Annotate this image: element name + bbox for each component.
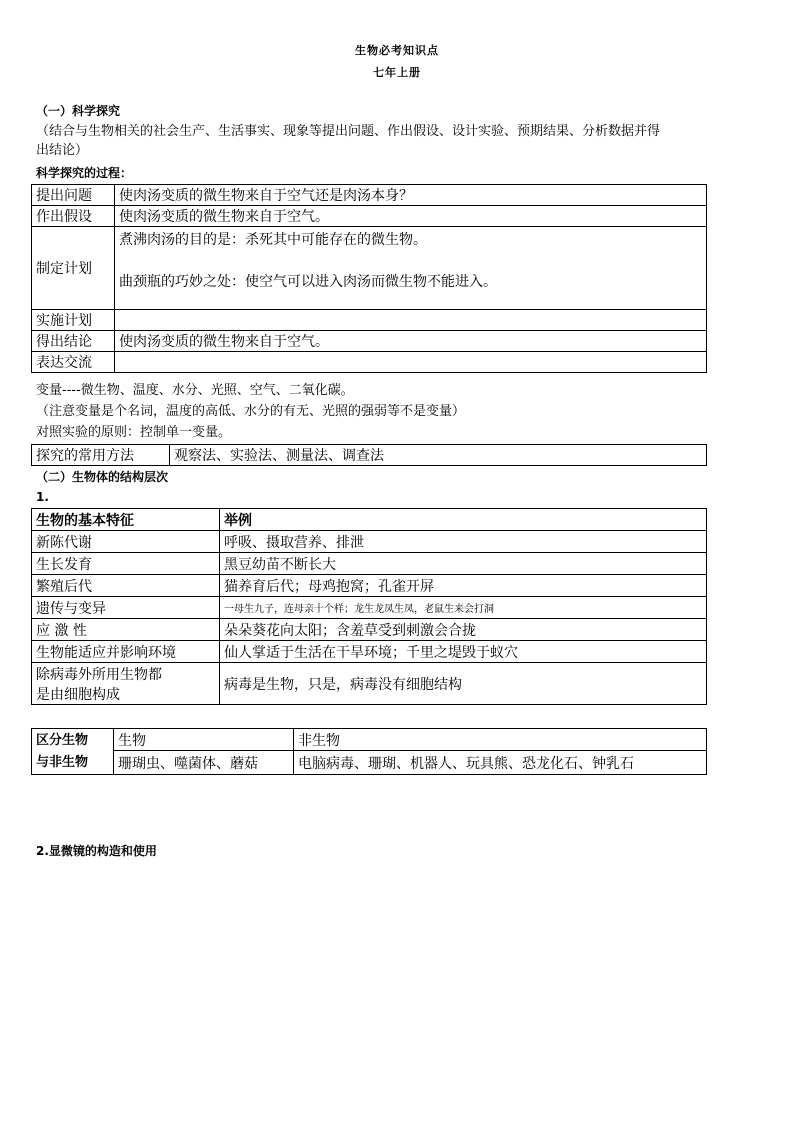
table-row bbox=[32, 641, 707, 663]
doc-subtitle: 七年上册 bbox=[373, 66, 421, 79]
table-row bbox=[32, 751, 707, 775]
content-cell bbox=[115, 310, 707, 331]
features-table bbox=[31, 508, 707, 705]
variables-note: （注意变量是个名词，温度的高低、水分的有无、光照的强弱等不是变量） bbox=[36, 404, 466, 419]
section2-number: 1. bbox=[36, 490, 49, 504]
process-label: 科学探究的过程： bbox=[36, 166, 133, 180]
step-cell: 制定计划 bbox=[32, 227, 115, 310]
content-cell: 使肉汤变质的微生物来自于空气还是肉汤本身？ bbox=[115, 185, 707, 206]
example-cell: 猫养育后代；母鸡抱窝；孔雀开屏 bbox=[220, 575, 707, 597]
distinguish-label-line-1: 区分生物 bbox=[36, 732, 89, 748]
methods-label: 探究的常用方法 bbox=[32, 445, 170, 466]
table-row bbox=[32, 185, 707, 206]
step-cell: 得出结论 bbox=[32, 331, 115, 352]
step-cell: 作出假设 bbox=[32, 206, 115, 227]
doc-title: 生物必考知识点 bbox=[355, 44, 439, 57]
variables-text: 变量----微生物、温度、水分、光照、空气、二氧化碳。 bbox=[36, 383, 354, 398]
example-cell: 一母生九子，连母亲十个样；龙生龙凤生凤，老鼠生来会打洞 bbox=[220, 597, 707, 619]
feature-cell: 生物能适应并影响环境 bbox=[32, 641, 220, 663]
example-cell: 呼吸、摄取营养、排泄 bbox=[220, 531, 707, 553]
living-header: 生物 bbox=[114, 729, 294, 751]
nonliving-header: 非生物 bbox=[294, 729, 707, 751]
table-row bbox=[32, 575, 707, 597]
table-row bbox=[32, 531, 707, 553]
example-cell: 朵朵葵花向太阳；含羞草受到刺激会合拢 bbox=[220, 619, 707, 641]
living-examples: 珊瑚虫、噬菌体、蘑菇 bbox=[114, 751, 294, 775]
table-row bbox=[32, 352, 707, 373]
table-row bbox=[32, 445, 707, 466]
feature-line-1: 除病毒外所用生物都 bbox=[36, 666, 162, 683]
content-cell: 使肉汤变质的微生物来自于空气。 bbox=[115, 331, 707, 352]
distinguish-label bbox=[32, 729, 114, 775]
feature-cell: 应 激 性 bbox=[32, 619, 220, 641]
example-cell: 病毒是生物，只是，病毒没有细胞结构 bbox=[220, 663, 707, 705]
distinguish-label-line-2: 与非生物 bbox=[36, 754, 89, 770]
content-cell bbox=[115, 227, 707, 310]
section1-heading: （一）科学探究 bbox=[36, 104, 121, 118]
process-table bbox=[31, 184, 707, 373]
methods-table bbox=[31, 444, 707, 466]
feature-cell bbox=[32, 663, 220, 705]
plan-line-1: 煮沸肉汤的目的是：杀死其中可能存在的微生物。 bbox=[119, 232, 427, 248]
feature-cell: 新陈代谢 bbox=[32, 531, 220, 553]
step-cell: 表达交流 bbox=[32, 352, 115, 373]
methods-value: 观察法、实验法、测量法、调查法 bbox=[170, 445, 707, 466]
section1-intro-cont: 出结论） bbox=[36, 143, 89, 158]
table-row bbox=[32, 553, 707, 575]
table-row bbox=[32, 729, 707, 751]
step-cell: 提出问题 bbox=[32, 185, 115, 206]
feature-cell: 遗传与变异 bbox=[32, 597, 220, 619]
plan-line-2: 曲颈瓶的巧妙之处：使空气可以进入肉汤而微生物不能进入。 bbox=[119, 274, 497, 290]
table-row bbox=[32, 619, 707, 641]
section3-heading: 2.显微镜的构造和使用 bbox=[36, 844, 157, 858]
step-cell: 实施计划 bbox=[32, 310, 115, 331]
feature-line-2: 是由细胞构成 bbox=[36, 686, 120, 703]
feature-cell: 繁殖后代 bbox=[32, 575, 220, 597]
feature-cell: 生长发育 bbox=[32, 553, 220, 575]
column-header: 生物的基本特征 bbox=[32, 509, 220, 531]
section1-intro: （结合与生物相关的社会生产、生活事实、现象等提出问题、作出假设、设计实验、预期结果、分析数据并得 bbox=[36, 124, 661, 139]
table-row bbox=[32, 597, 707, 619]
distinguish-table bbox=[31, 728, 707, 775]
table-row bbox=[32, 663, 707, 705]
example-cell: 黑豆幼苗不断长大 bbox=[220, 553, 707, 575]
nonliving-examples: 电脑病毒、珊瑚、机器人、玩具熊、恐龙化石、钟乳石 bbox=[294, 751, 707, 775]
content-cell bbox=[115, 352, 707, 373]
control-principle: 对照实验的原则：控制单一变量。 bbox=[36, 425, 232, 440]
section2-heading: （二）生物体的结构层次 bbox=[36, 470, 169, 484]
table-row bbox=[32, 206, 707, 227]
table-header-row bbox=[32, 509, 707, 531]
example-cell: 仙人掌适于生活在干旱环境；千里之堤毁于蚁穴 bbox=[220, 641, 707, 663]
table-row bbox=[32, 310, 707, 331]
table-row bbox=[32, 331, 707, 352]
column-header: 举例 bbox=[220, 509, 707, 531]
content-cell: 使肉汤变质的微生物来自于空气。 bbox=[115, 206, 707, 227]
table-row bbox=[32, 227, 707, 310]
